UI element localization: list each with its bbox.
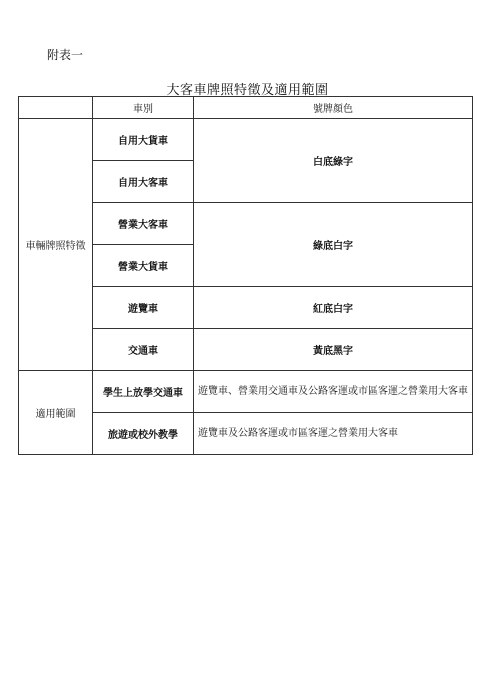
plate-color-cell: 綠底白字 <box>194 203 473 287</box>
document-title: 大客車牌照特徵及適用範圍 <box>166 83 329 98</box>
plate-color-cell: 黃底黑字 <box>194 329 473 371</box>
section-plate-features: 車輛牌照特徵 <box>19 119 93 371</box>
scope-description-cell: 遊覽車、營業用交通車及公路客運或市區客運之營業用大客車 <box>194 371 473 413</box>
header-plate-color: 號牌顏色 <box>194 97 473 119</box>
scope-type-cell: 旅遊或校外教學 <box>93 413 194 455</box>
table-row <box>19 371 473 413</box>
plate-color-cell: 白底綠字 <box>194 119 473 203</box>
scope-type-cell: 學生上放學交通車 <box>93 371 194 413</box>
vehicle-type-cell: 自用大貨車 <box>93 119 194 161</box>
scope-description-cell: 遊覽車及公路客運或市區客運之營業用大客車 <box>194 413 473 455</box>
table-row <box>19 119 473 161</box>
header-blank-cell <box>19 97 93 119</box>
vehicle-type-cell: 交通車 <box>93 329 194 371</box>
plate-feature-table <box>18 96 473 455</box>
vehicle-type-cell: 遊覽車 <box>93 287 194 329</box>
vehicle-type-cell: 自用大客車 <box>93 161 194 203</box>
vehicle-type-cell: 營業大貨車 <box>93 245 194 287</box>
header-vehicle-type: 車別 <box>93 97 194 119</box>
annex-label: 附表一 <box>47 48 84 62</box>
vehicle-type-cell: 營業大客車 <box>93 203 194 245</box>
plate-color-cell: 紅底白字 <box>194 287 473 329</box>
table-header-row <box>19 97 473 119</box>
section-scope: 適用範圍 <box>19 371 93 455</box>
